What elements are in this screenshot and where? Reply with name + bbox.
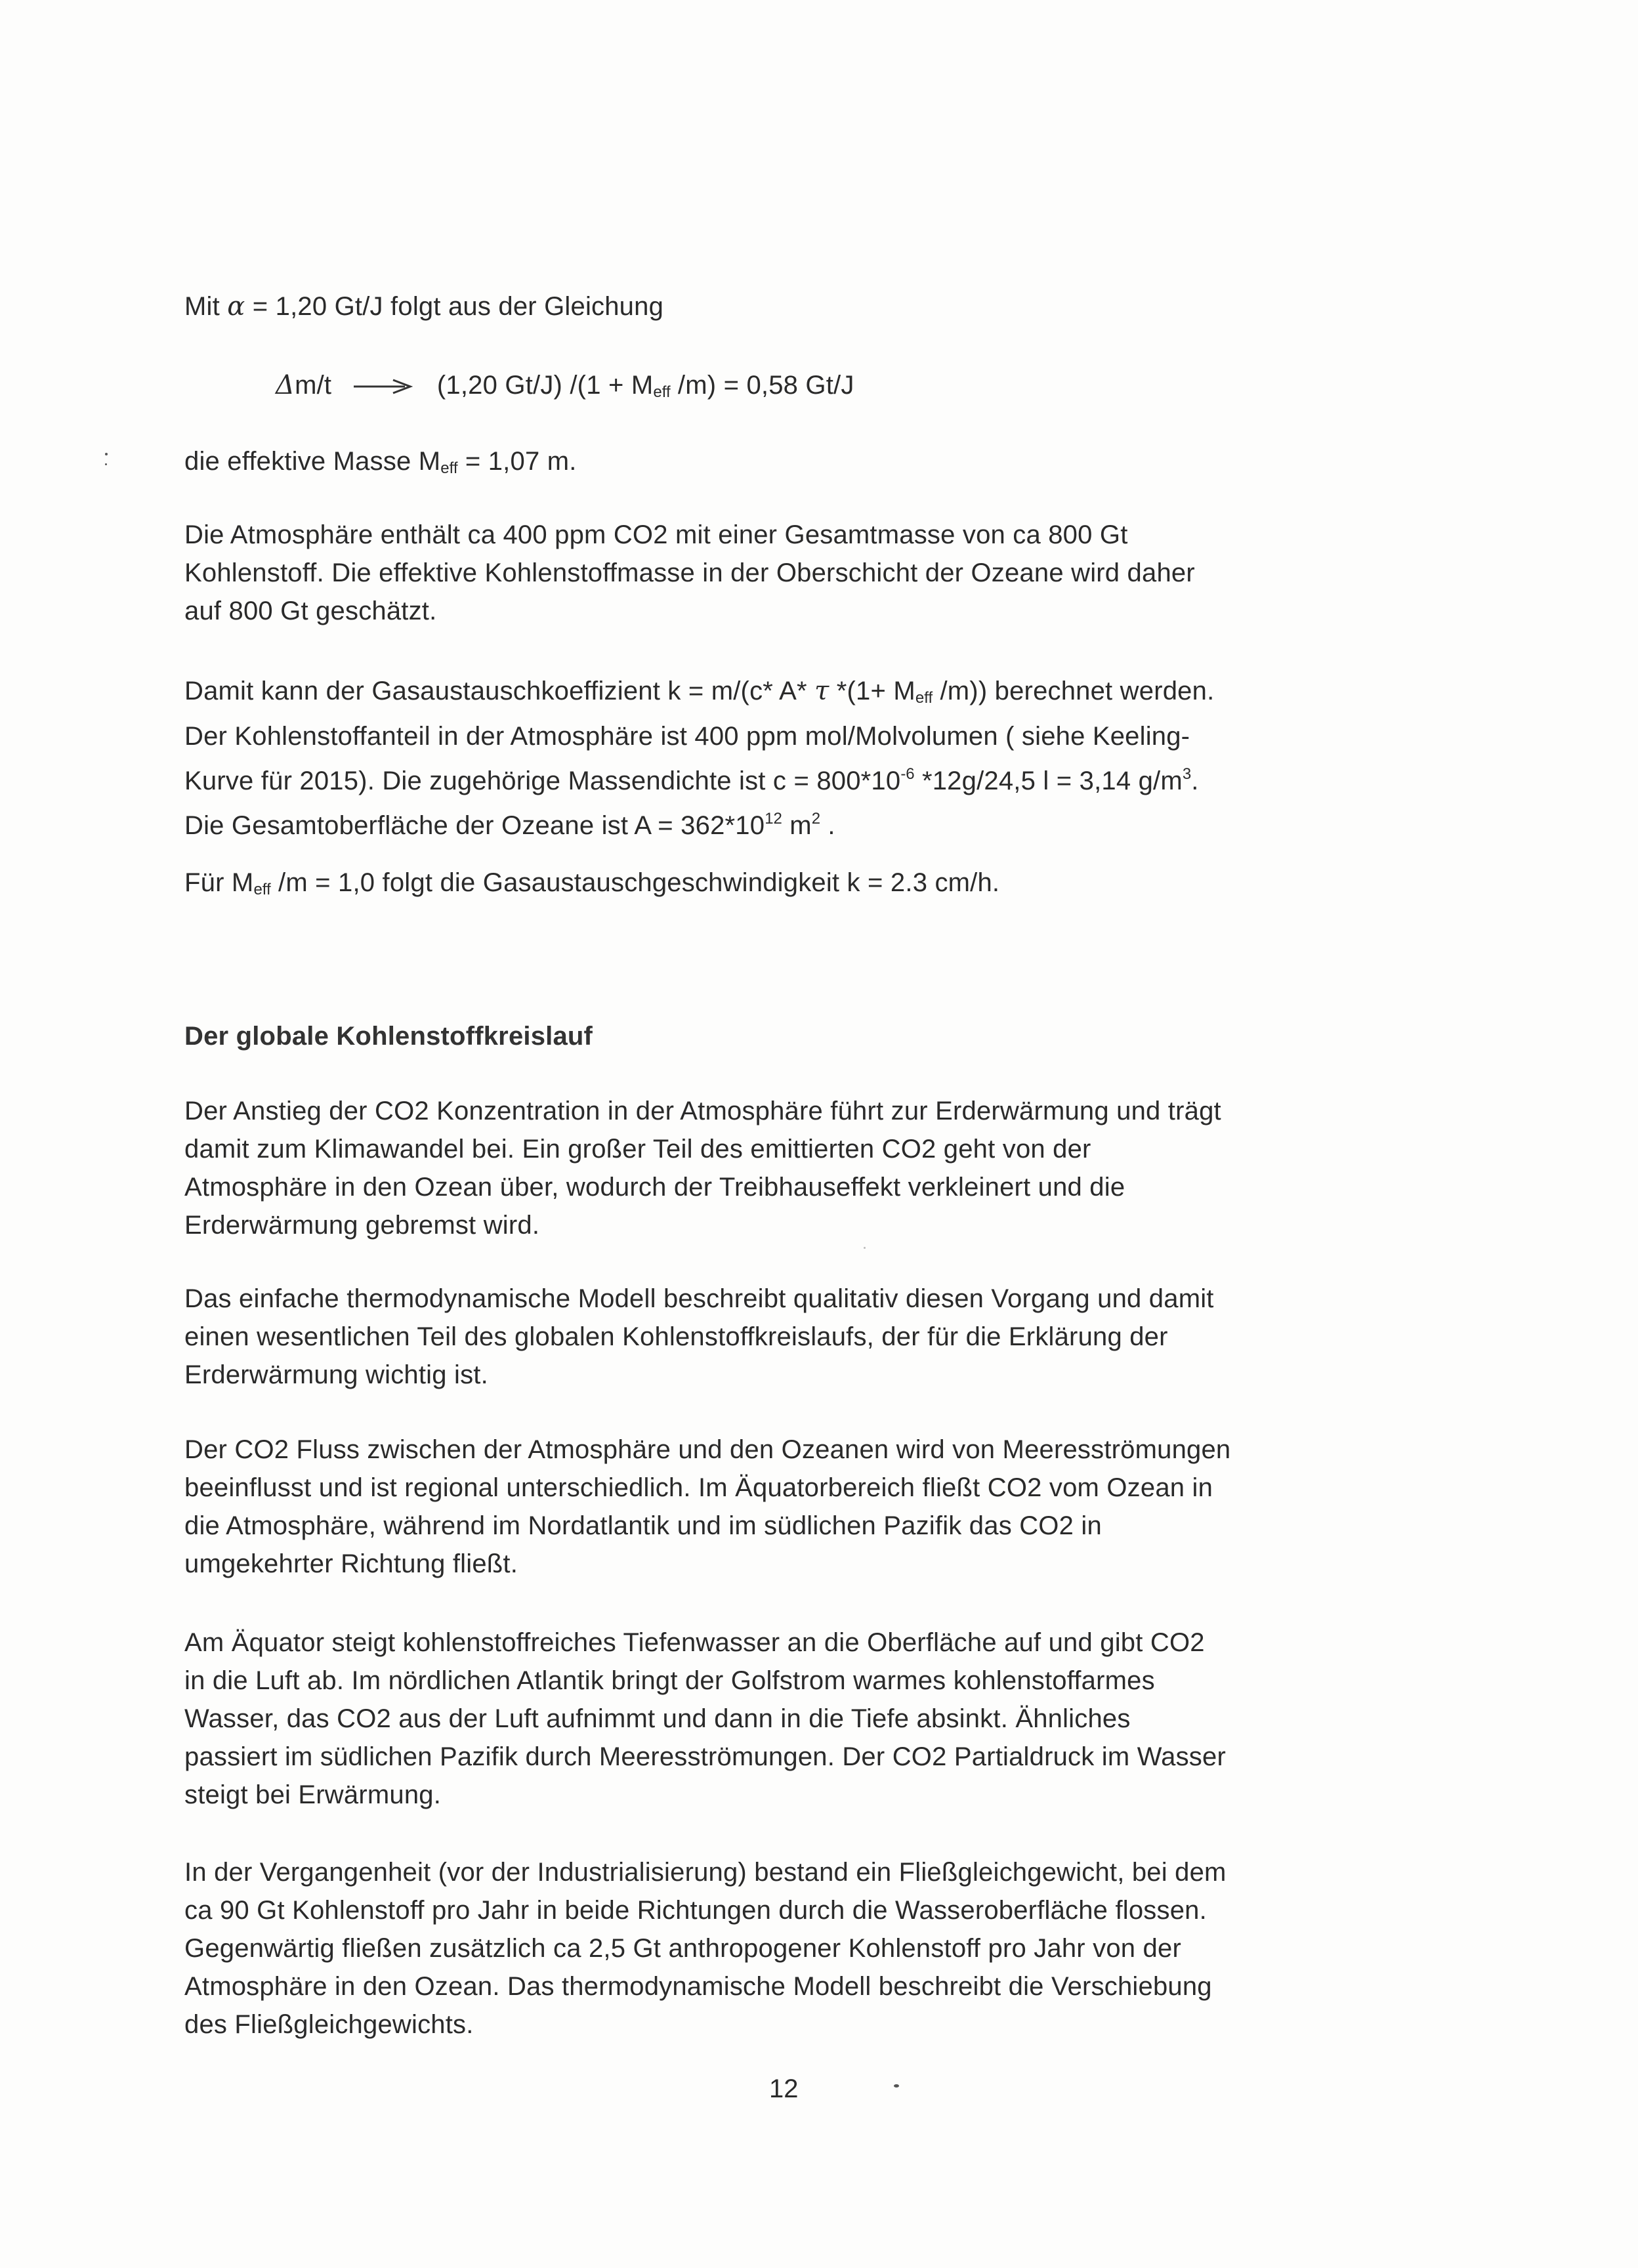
scan-speck — [105, 453, 108, 455]
text: Für M — [184, 868, 254, 897]
text-line: damit zum Klimawandel bei. Ein großer Teil des emittierten CO2 geht von der — [184, 1135, 1091, 1164]
paragraph-co2-flow — [184, 1431, 1405, 1583]
text-line: Der CO2 Fluss zwischen der Atmosphäre und den Ozeanen wird von Meeresströmungen — [184, 1435, 1231, 1464]
paragraph-gas-exchange — [184, 672, 1405, 845]
text-line: Atmosphäre in den Ozean. Das thermodynamische Modell beschreibt die Verschiebung — [184, 1972, 1212, 2001]
equation-rhs-end: /m) = 0,58 Gt/J — [670, 371, 854, 400]
page-number: 12 — [769, 2074, 799, 2103]
text: m — [782, 811, 812, 840]
text: . — [820, 811, 835, 840]
section-heading — [184, 1017, 1405, 1055]
text-line: die Atmosphäre, während im Nordatlantik und im südlichen Pazifik das CO2 in — [184, 1511, 1102, 1540]
scan-speck — [864, 1247, 866, 1249]
text-line: Kohlenstoff. Die effektive Kohlenstoffmasse in der Oberschicht der Ozeane wird daher — [184, 558, 1195, 587]
text-line: Wasser, das CO2 aus der Luft aufnimmt und dann in die Tiefe absinkt. Ähnliches — [184, 1704, 1131, 1733]
paragraph-atmosphere — [184, 516, 1405, 630]
text-line: Erderwärmung gebremst wird. — [184, 1211, 540, 1240]
text-line: Gegenwärtig fließen zusätzlich ca 2,5 Gt anthropogener Kohlenstoff pro Jahr von der — [184, 1934, 1181, 1963]
text: . — [1191, 766, 1199, 795]
right-arrow-icon — [352, 377, 413, 396]
subscript: eff — [915, 689, 933, 707]
paragraph-effective-mass — [184, 442, 1405, 488]
subscript: eff — [653, 383, 671, 401]
equation-rhs: (1,20 Gt/J) /(1 + M — [436, 371, 654, 400]
text: *12g/24,5 l = 3,14 g/m — [914, 766, 1183, 795]
superscript: -6 — [900, 765, 915, 783]
paragraph-equilibrium — [184, 1853, 1405, 2044]
text-line: Am Äquator steigt kohlenstoffreiches Tiefenwasser an die Oberfläche auf und gibt CO2 — [184, 1628, 1205, 1657]
text-line: Das einfache thermodynamische Modell beschreibt qualitativ diesen Vorgang und damit — [184, 1284, 1214, 1313]
paragraph-exchange-speed — [184, 864, 1405, 909]
tau-symbol: τ — [814, 676, 830, 706]
text: Die Gesamtoberfläche der Ozeane ist A = 362*10 — [184, 811, 765, 840]
text-line: in die Luft ab. Im nördlichen Atlantik bringt der Golfstrom warmes kohlenstoffarmes — [184, 1666, 1155, 1695]
text: /m)) berechnet werden. — [933, 677, 1215, 705]
equation — [276, 366, 1496, 411]
text: *(1+ M — [829, 677, 915, 705]
paragraph-model — [184, 1280, 1405, 1394]
equation-lhs: m/t — [295, 371, 332, 400]
text-line: Erderwärmung wichtig ist. — [184, 1360, 488, 1389]
paragraph-equator — [184, 1624, 1405, 1814]
text-line: passiert im südlichen Pazifik durch Meeresströmungen. Der CO2 Partialdruck im Wasser — [184, 1742, 1226, 1771]
text: = 1,20 Gt/J folgt aus der Gleichung — [245, 292, 664, 321]
text: /m = 1,0 folgt die Gasaustauschgeschwindigkeit k = 2.3 cm/h. — [270, 868, 1000, 897]
paragraph-intro — [184, 287, 1405, 326]
text-line: In der Vergangenheit (vor der Industrialisierung) bestand ein Fließgleichgewicht, bei dem — [184, 1858, 1227, 1887]
text-line: Die Atmosphäre enthält ca 400 ppm CO2 mit einer Gesamtmasse von ca 800 Gt — [184, 520, 1128, 549]
text: = 1,07 m. — [457, 447, 577, 476]
text-line: beeinflusst und ist regional unterschiedlich. Im Äquatorbereich fließt CO2 vom Ozean in — [184, 1473, 1213, 1502]
text-line: Atmosphäre in den Ozean über, wodurch der Treibhauseffekt verkleinert und die — [184, 1173, 1125, 1202]
subscript: eff — [253, 881, 271, 898]
superscript: 12 — [765, 810, 782, 828]
text: Kurve für 2015). Die zugehörige Massendichte ist c = 800*10 — [184, 766, 901, 795]
superscript: 2 — [811, 810, 821, 828]
text-line: Der Anstieg der CO2 Konzentration in der Atmosphäre führt zur Erderwärmung und trägt — [184, 1097, 1221, 1125]
text-line: einen wesentlichen Teil des globalen Kohlenstoffkreislaufs, der für die Erklärung der — [184, 1322, 1168, 1351]
subscript: eff — [440, 459, 458, 477]
text: die effektive Masse M — [184, 447, 441, 476]
text-line: auf 800 Gt geschätzt. — [184, 597, 437, 625]
scan-speck — [105, 463, 107, 465]
text: Damit kann der Gasaustauschkoeffizient k = m/(c* A* — [184, 677, 815, 705]
text-line: umgekehrter Richtung fließt. — [184, 1549, 518, 1578]
text-line: steigt bei Erwärmung. — [184, 1780, 442, 1809]
paragraph-co2-rise — [184, 1092, 1405, 1244]
alpha-symbol: α — [227, 291, 245, 322]
delta-symbol: Δ — [276, 370, 295, 400]
superscript: 3 — [1182, 765, 1192, 783]
text-line: ca 90 Gt Kohlenstoff pro Jahr in beide Richtungen durch die Wasseroberfläche flossen. — [184, 1896, 1207, 1925]
text-line: des Fließgleichgewichts. — [184, 2010, 474, 2039]
text-line: Der Kohlenstoffanteil in der Atmosphäre ist 400 ppm mol/Molvolumen ( siehe Keeling- — [184, 722, 1190, 751]
text: Mit — [184, 292, 228, 321]
scan-speck — [894, 2084, 899, 2088]
heading-text: Der globale Kohlenstoffkreislauf — [184, 1022, 593, 1051]
